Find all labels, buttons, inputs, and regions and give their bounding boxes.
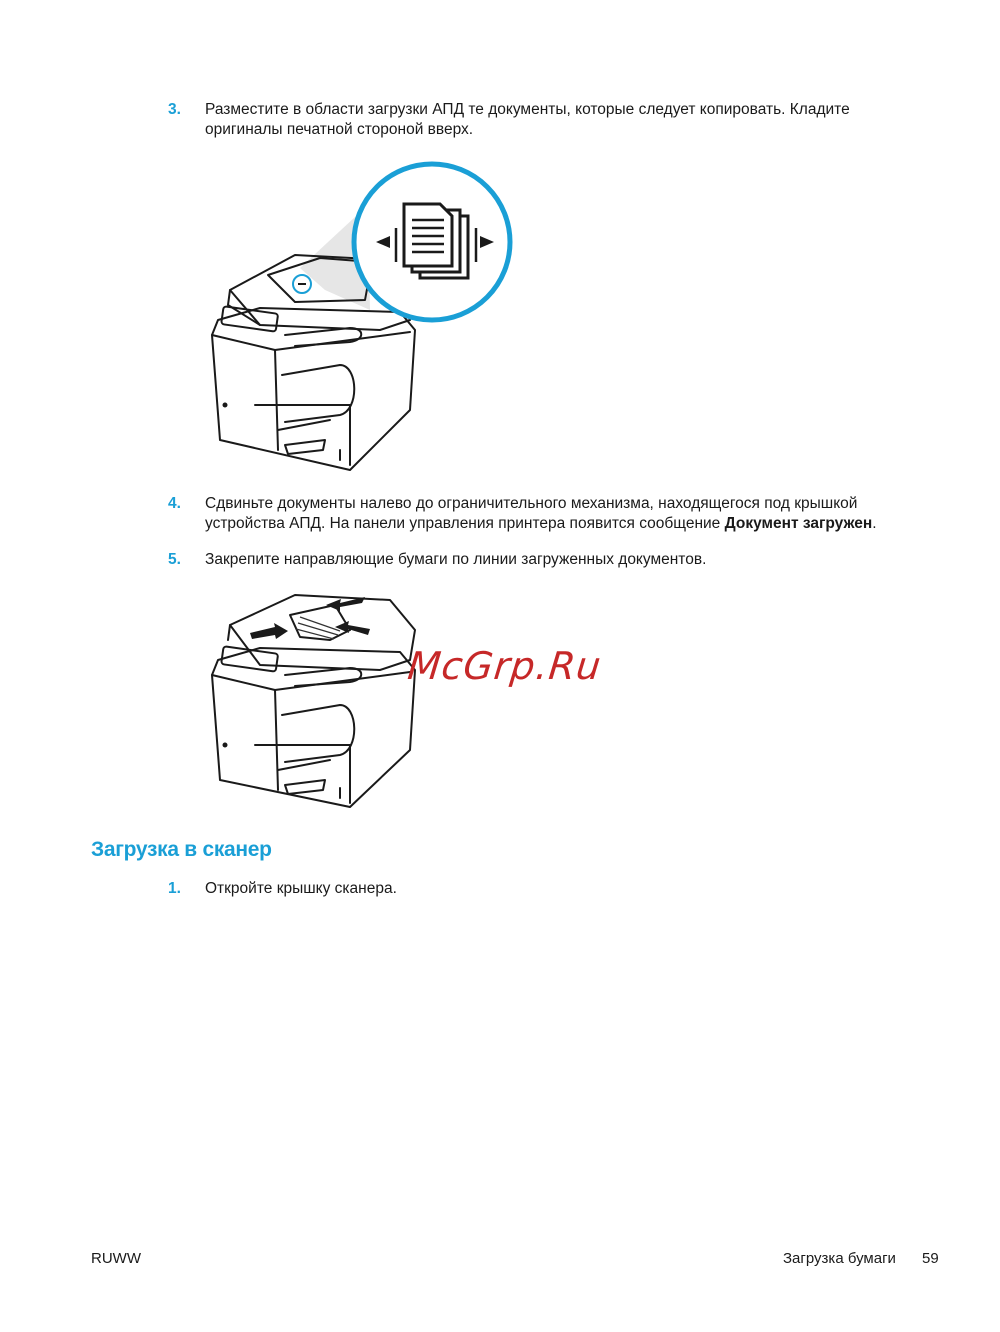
- step-number: 4.: [168, 495, 181, 512]
- step-text-line-2: оригиналы печатной стороной вверх.: [205, 121, 474, 138]
- watermark-text: McGrp.Ru: [405, 644, 604, 688]
- step-number: 1.: [168, 880, 181, 897]
- step-text-post: .: [872, 515, 877, 532]
- step-text: [205, 100, 905, 140]
- printer-adf-load-illustration: [200, 160, 520, 475]
- footer-section: Загрузка бумаги: [783, 1250, 896, 1267]
- page-number: 59: [922, 1250, 939, 1267]
- step-text-line-1: Закрепите направляющие бумаги по линии загруженных документов.: [205, 551, 707, 568]
- section-heading: Загрузка в сканер: [91, 838, 272, 861]
- printer-adf-guides-illustration: [200, 585, 430, 815]
- step-text-line-1: Разместите в области загрузки АПД те документы, которые следует копировать. Кладите: [205, 101, 850, 118]
- step-text-line-2: [205, 514, 905, 534]
- step-text-line-1: Сдвиньте документы налево до ограничительного механизма, находящегося под крышкой: [205, 495, 858, 512]
- step-text: [205, 494, 905, 534]
- step-text: [205, 550, 905, 570]
- step-number: 5.: [168, 551, 181, 568]
- step-number: 3.: [168, 101, 181, 118]
- step-text: [205, 879, 905, 899]
- step-text-line-1: Откройте крышку сканера.: [205, 880, 397, 897]
- footer-left: RUWW: [91, 1250, 141, 1267]
- step-text-pre: устройства АПД. На панели управления принтера появится сообщение: [205, 515, 725, 532]
- message-name: Документ загружен: [724, 515, 873, 532]
